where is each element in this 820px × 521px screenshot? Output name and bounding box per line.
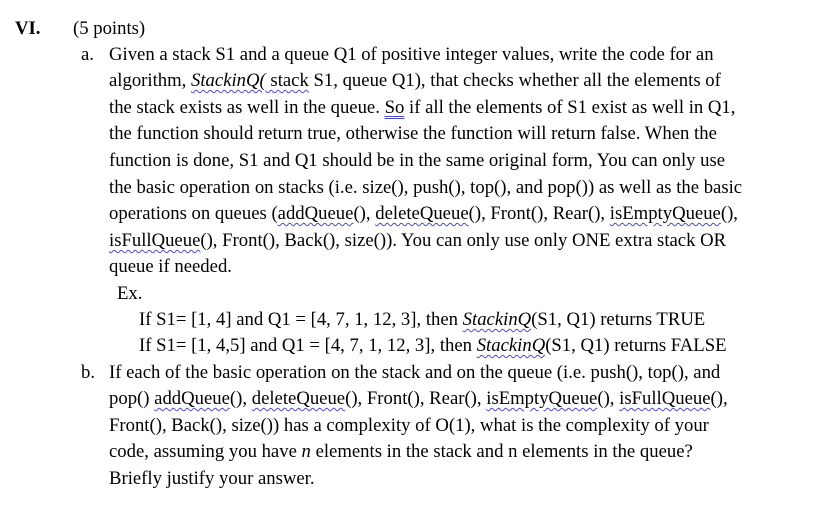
part-a-line-7 (109, 203, 738, 225)
text-fragment: deleteQueue (375, 203, 469, 224)
question-points: (5 points) (73, 18, 146, 39)
variable-n: n (301, 441, 311, 462)
part-b-line-1: If each of the basic operation on the stack and on the queue (i.e. push(), top(), and (109, 362, 721, 383)
text-fragment: (), (597, 388, 620, 409)
text-fragment: If S1= [1, 4,5] and Q1 = [4, 7, 1, 12, 3], then (139, 335, 477, 356)
part-a-marker: a. (81, 44, 94, 65)
example-1 (139, 309, 705, 331)
text-fragment: (), Front(), Back(), size()). You can only use only ONE extra stack OR (200, 230, 727, 251)
part-b-marker: b. (81, 362, 96, 383)
text-fragment: the stack exists as well in the queue. (109, 97, 380, 118)
example-2 (139, 335, 727, 357)
part-a-line-6: the basic operation on stacks (i.e. size(), push(), top(), and pop()) as well as the basic (109, 177, 743, 198)
part-a-line-4: the function should return true, otherwise the function will return false. When the (109, 123, 717, 144)
part-a-line-5: function is done, S1 and Q1 should be in the same original form, You can only use (109, 150, 726, 171)
function-name: StackinQ( (191, 70, 266, 91)
part-a-line-8 (109, 230, 726, 252)
text-fragment: (), (710, 388, 728, 409)
text-fragment: code, assuming you have (109, 441, 302, 462)
text-fragment: isEmptyQueue (486, 388, 598, 409)
text-fragment: If S1= [1, 4] and Q1 = [4, 7, 1, 12, 3], then (139, 309, 463, 330)
text-fragment: addQueue (277, 203, 354, 224)
text-fragment: (), (229, 388, 252, 409)
text-fragment: (), Front(), Rear(), (345, 388, 487, 409)
text-fragment: isEmptyQueue (609, 203, 721, 224)
text-fragment: if all the elements of S1 exist as well in Q1, (404, 97, 736, 118)
text-fragment: isFullQueue (619, 388, 711, 409)
part-b-line-5: Briefly justify your answer. (109, 468, 315, 489)
part-a-line-3 (109, 97, 735, 119)
text-fragment: elements in the stack and n elements in the queue? (310, 441, 693, 462)
part-b-line-3: Front(), Back(), size()) has a complexity of O(1), what is the complexity of your (109, 415, 709, 436)
text-fragment: (S1, Q1) returns FALSE (545, 335, 727, 356)
part-a-line-1: Given a stack S1 and a queue Q1 of positive integer values, write the code for an (109, 44, 714, 65)
function-name: StackinQ (476, 335, 546, 356)
text-fragment: S1, queue Q1), that checks whether all the elements of (308, 70, 721, 91)
text-fragment: (), Front(), Rear(), (468, 203, 610, 224)
text-fragment: stack (265, 70, 309, 91)
text-fragment: (), (720, 203, 738, 224)
part-b-line-4 (109, 441, 693, 463)
text-fragment: (S1, Q1) returns TRUE (531, 309, 706, 330)
text-fragment: operations on queues ( (109, 203, 278, 224)
part-a-line-9: queue if needed. (109, 256, 232, 277)
text-fragment: deleteQueue (251, 388, 346, 409)
question-number: VI. (15, 18, 41, 39)
text-fragment: isFullQueue (109, 230, 201, 251)
text-fragment: algorithm, (109, 70, 192, 91)
example-label: Ex. (117, 283, 143, 304)
part-b-line-2 (109, 388, 728, 410)
text-fragment: (), (353, 203, 376, 224)
text-fragment: addQueue (154, 388, 230, 409)
text-fragment: pop() (109, 388, 155, 409)
part-a-line-2 (109, 70, 721, 92)
function-name: StackinQ (462, 309, 532, 330)
text-fragment: So (384, 97, 405, 118)
